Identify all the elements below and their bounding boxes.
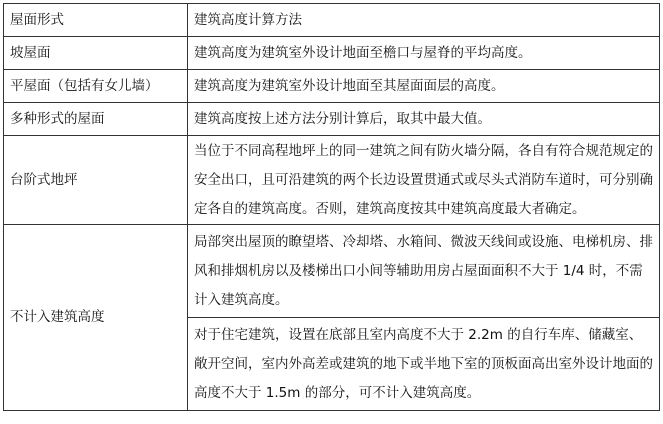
building-height-table: [3, 3, 660, 411]
roof-form-cell: 坡屋面: [4, 37, 188, 70]
method-cell: 建筑高度按上述方法分别计算后，取其中最大值。: [188, 103, 660, 136]
table-row: [4, 37, 660, 70]
method-cell: 对于住宅建筑，设置在底部且室内高度不大于 2.2m 的自行车库、储藏室、敞开空间，室内外高差或建筑的地下或半地下室的顶板面高出室外设计地面的高度不大于 1.5m 的部分，可不计入建筑高度。: [188, 318, 660, 411]
table-header-row: [4, 4, 660, 37]
roof-form-cell: 多种形式的屋面: [4, 103, 188, 136]
table-row: [4, 70, 660, 103]
header-roof-form: 屋面形式: [4, 4, 188, 37]
method-cell: 局部突出屋顶的瞭望塔、冷却塔、水箱间、微波天线间或设施、电梯机房、排风和排烟机房以及楼梯出口小间等辅助用房占屋面面积不大于 1/4 时，不需计入建筑高度。: [188, 225, 660, 318]
header-calculation-method: 建筑高度计算方法: [188, 4, 660, 37]
method-cell: 建筑高度为建筑室外设计地面至檐口与屋脊的平均高度。: [188, 37, 660, 70]
roof-form-cell: 不计入建筑高度: [4, 225, 188, 411]
method-cell: 建筑高度为建筑室外设计地面至其屋面面层的高度。: [188, 70, 660, 103]
method-cell: 当位于不同高程地坪上的同一建筑之间有防火墙分隔，各自有符合规范规定的安全出口，且可沿建筑的两个长边设置贯通式或尽头式消防车道时，可分别确定各自的建筑高度。否则，建筑高度按其中建筑高度最大者确定。: [188, 136, 660, 225]
roof-form-cell: 台阶式地坪: [4, 136, 188, 225]
roof-form-cell: 平屋面（包括有女儿墙）: [4, 70, 188, 103]
table-row: [4, 136, 660, 225]
table-row: [4, 225, 660, 318]
table-row: [4, 103, 660, 136]
